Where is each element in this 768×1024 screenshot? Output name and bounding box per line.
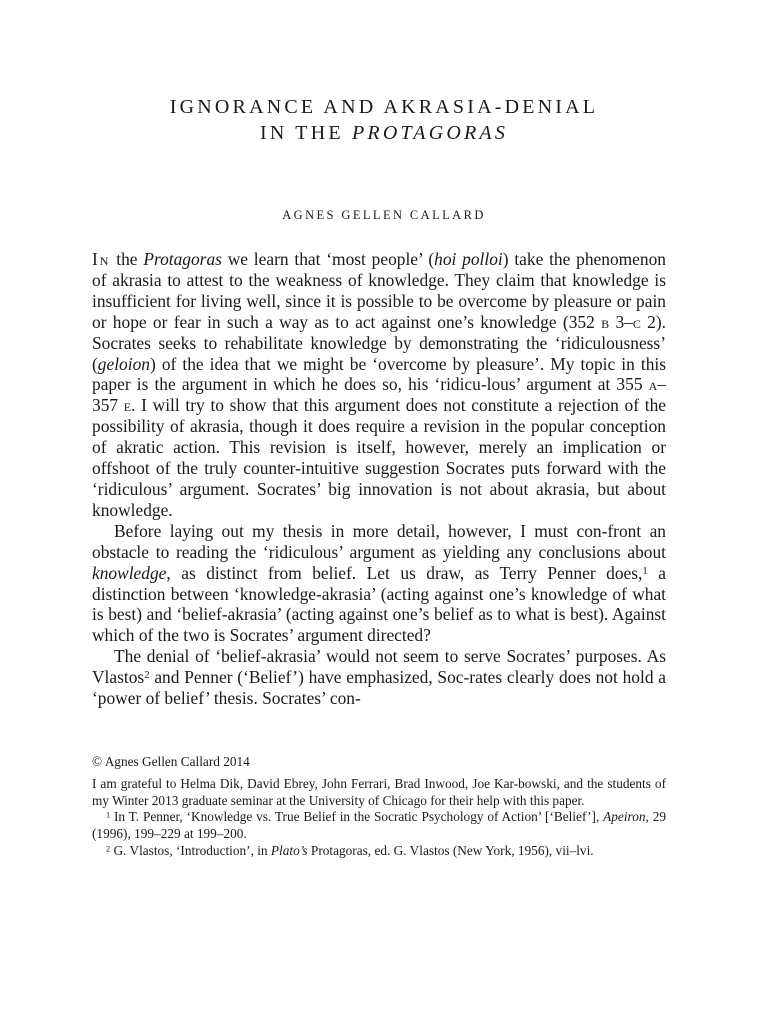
- author-name: AGNES GELLEN CALLARD: [282, 208, 486, 222]
- footnote-number: 2: [106, 844, 111, 854]
- footnote-marker[interactable]: 1: [642, 564, 648, 577]
- italic-run: Apeiron: [603, 809, 646, 825]
- text-run: , as distinct from belief. Let us draw, as Terry Penner does,: [166, 562, 643, 583]
- italic-run: Protagoras: [143, 249, 222, 269]
- stephanus-reference: 352 b 3–c 2: [568, 311, 656, 332]
- italic-run: knowledge: [92, 562, 167, 583]
- title-line-2: [0, 120, 768, 146]
- paragraph-1: [92, 249, 666, 521]
- text-run: the: [110, 249, 144, 269]
- copyright-line: © Agnes Gellen Callard 2014: [92, 754, 250, 769]
- italic-run: Plato’s: [270, 842, 308, 858]
- text-run: ) of the idea that we might be ‘overcome by pleasure’. My topic in this paper is the argument in which he does so, his ‘ridicu-lous’ argument at: [92, 353, 666, 395]
- title-line-1: IGNORANCE AND AKRASIA-DENIAL: [169, 96, 599, 118]
- text-run: ) take the phenomenon of akrasia to attest to the weakness of knowledge. They claim that knowledge is insufficient for living well, since it is possible to be overcome by pleasure or pain or hope or fear in such a way as to act against one’s knowledge (: [92, 249, 666, 332]
- text-run: we learn that ‘most people’ (: [221, 249, 435, 269]
- footnotes: [92, 754, 666, 860]
- italic-run: geloion: [97, 353, 150, 374]
- stephanus-reference: 355 a–357 e: [92, 374, 666, 416]
- title-line-2-italic: PROTAGORAS: [351, 122, 509, 144]
- paper-title: [0, 94, 768, 146]
- text-run: Protagoras, ed. G. Vlastos (New York, 1956), vii–lvi.: [307, 842, 594, 858]
- text-run: ). Socrates seeks to rehabilitate knowledge by demonstrating the ‘ridiculousness’ (: [92, 311, 666, 374]
- paragraph-2: [92, 521, 666, 646]
- paragraph-3: [92, 646, 666, 709]
- drop-cap-word: In: [92, 249, 111, 269]
- text-run: a distinction between ‘knowledge-akrasia’ (acting against one’s knowledge of what is best) and ‘belief-akrasia’ (acting against one’s belief as to what is best). Against which of the two is Socrates’ argument directed?: [92, 562, 666, 646]
- footnote-number: 1: [106, 810, 111, 820]
- footnote-2: [92, 843, 666, 860]
- footnote-marker[interactable]: 2: [144, 669, 150, 682]
- text-run: In T. Penner, ‘Knowledge vs. True Belief in the Socratic Psychology of Action’ [‘Belief’],: [110, 809, 604, 825]
- text-run: Before laying out my thesis in more detail, however, I must con-front an obstacle to reading the ‘ridiculous’ argument as yielding any conclusions about: [92, 520, 666, 562]
- acknowledgement: I am grateful to Helma Dik, David Ebrey, John Ferrari, Brad Inwood, Joe Kar-bowski, and the students of my Winter 2013 graduate seminar at the University of Chicago for their help with this paper.: [92, 775, 666, 808]
- text-run: and Penner (‘Belief’) have emphasized, Soc-rates clearly does not hold a ‘power of belief’ thesis. Socrates’ con-: [92, 667, 666, 709]
- text-run: , 29 (1996), 199–229 at 199–200.: [92, 809, 666, 842]
- title-line-2-prefix: IN THE: [259, 122, 352, 144]
- text-run: The denial of ‘belief-akrasia’ would not seem to serve Socrates’ purposes. As Vlastos: [92, 646, 666, 688]
- italic-run: hoi polloi: [434, 249, 503, 269]
- body-text: [92, 249, 666, 709]
- text-run: . I will try to show that this argument does not constitute a rejection of the possibility of akrasia, though it does require a revision in the popular conception of akratic action. This revision is itself, however, merely an implication or offshoot of the truly counter-intuitive suggestion Socrates puts forward with the ‘ridiculous’ argument. Socrates’ big innovation is not about akrasia, but about knowledge.: [92, 395, 666, 520]
- footnote-1: [92, 809, 666, 843]
- text-run: G. Vlastos, ‘Introduction’, in: [110, 842, 271, 858]
